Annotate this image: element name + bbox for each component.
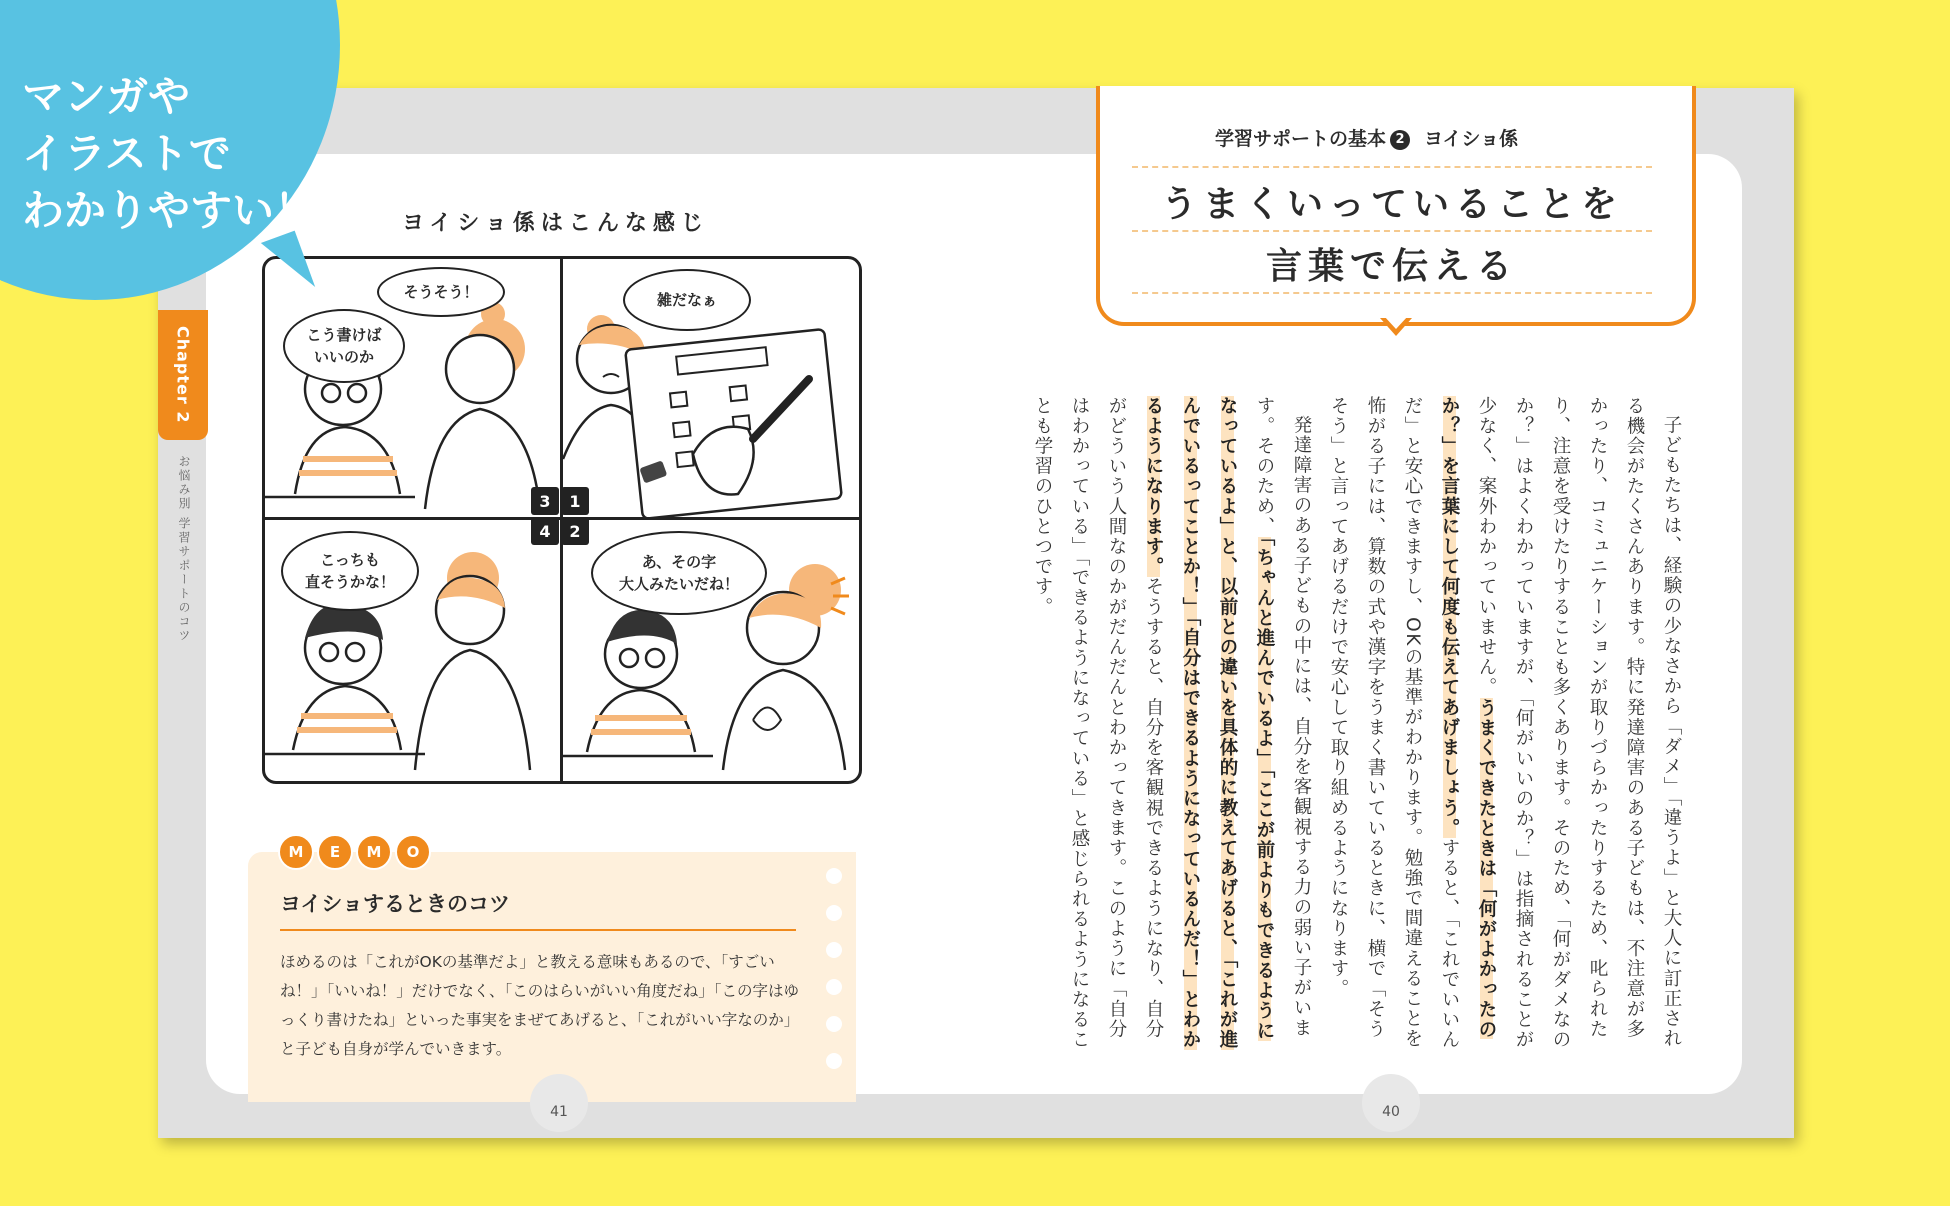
panel-number: 2 bbox=[561, 517, 589, 545]
paragraph: 発達障害のある子どもの中には、自分を客観視する力の弱い子がいます。そのため、「ちゃんと進んでいるよ」「ここが前よりもできるようになっているよ」と、以前との違いを具体的に教えてあげると、「これが進んでいるってことか！」「自分はできるようになっているんだ！」とわかるようになります。そうすると、自分を客観視できるようになり、自分がどういう人間なのかがだんだんとわかってきます。このように「自分はわかっている」「できるようになっている」と感じられるようになることも学習のひとつです。 bbox=[1032, 396, 1312, 1051]
promo-line: わかりやすい！ bbox=[22, 186, 317, 235]
comic-strip bbox=[262, 256, 862, 784]
chapter-label: Chapter 2 bbox=[173, 326, 193, 424]
speech-bubble: こっちも 直そうかな！ bbox=[281, 531, 419, 611]
memo-letter: M bbox=[278, 834, 314, 870]
speech-bubble: 雑だなぁ bbox=[623, 269, 751, 331]
section-subheading: 学習サポートの基本 2 ヨイショ係 bbox=[1215, 128, 1519, 150]
section-title-line2: 言葉で伝える bbox=[1265, 246, 1518, 287]
section-number-badge: 2 bbox=[1390, 130, 1410, 150]
speech-bubble: そうそう！ bbox=[377, 267, 505, 317]
memo-binding-holes bbox=[826, 868, 842, 1090]
paragraph: 子どもたちは、経験の少なさから「ダメ」「違うよ」と大人に訂正される機会がたくさんあります。特に発達障害のある子どもは、不注意が多かったり、コミュニケーションが取りづらかったりするため、叱られたり、注意を受けたりすることも多くあります。そのため、「何がダメなのか？」はよくわかっていますが、「何がいいのか？」は指摘されることが少なく、案外わかっていません。うまくできたときは「何がよかったのか？」を言葉にして何度も伝えてあげましょう。すると、「これでいいんだ」と安心できますし、OKの基準がわかります。勉強で間違えることを怖がる子には、算数の式や漢字をうまく書いているときに、横で「そうそう」と言ってあげるだけで安心して取り組めるようになります。 bbox=[1328, 396, 1682, 1051]
panel-number: 3 bbox=[531, 487, 559, 515]
side-note: お悩み別 学習サポートのコツ bbox=[177, 455, 191, 643]
highlighted-text: うまくできたときは「何がよかったのか？」を言葉にして何度も伝えてあげましょう。 bbox=[1439, 396, 1497, 1040]
memo-letter: E bbox=[317, 834, 353, 870]
memo-letter: M bbox=[356, 834, 392, 870]
page-number-right: 40 bbox=[1362, 1074, 1420, 1132]
promo-line: マンガや bbox=[22, 72, 191, 121]
highlighted-text: 「ちゃんと進んでいるよ」「ここが前よりもできるようになっているよ」と、以前との違いを具体的に教えてあげると、「これが進んでいるってことか！」「自分はできるようになっているんだ！」とわかるようになります。 bbox=[1143, 396, 1275, 1051]
memo-divider bbox=[280, 929, 796, 931]
panel-order-indicator bbox=[531, 487, 589, 545]
promo-text bbox=[22, 68, 316, 239]
memo-body: ほめるのは「これがOKの基準だよ」と教える意味もあるので、「すごいね！」「いいね！」だけでなく、「このはらいがいい角度だね」「この字はゆっくり書けたね」といった事実をまぜてあげると、「これがいい字なのか」と子ども自身が学んでいきます。 bbox=[280, 953, 800, 1058]
body-text bbox=[1032, 396, 1690, 1056]
speech-bubble: あ、その字 大人みたいだね！ bbox=[591, 531, 767, 615]
panel-number: 1 bbox=[561, 487, 589, 515]
section-title-line1: うまくいっていることを bbox=[1160, 184, 1623, 225]
memo-badges bbox=[278, 834, 431, 870]
panel-number: 4 bbox=[531, 517, 559, 545]
page-number-left: 41 bbox=[530, 1074, 588, 1132]
memo-letter: O bbox=[395, 834, 431, 870]
promo-line: イラストで bbox=[22, 129, 231, 178]
memo-heading: ヨイショするときのコツ bbox=[280, 892, 510, 916]
chapter-tab bbox=[158, 310, 208, 440]
speech-bubble: こう書けば いいのか bbox=[283, 309, 405, 383]
comic-title: ヨイショ係はこんな感じ bbox=[402, 211, 709, 236]
